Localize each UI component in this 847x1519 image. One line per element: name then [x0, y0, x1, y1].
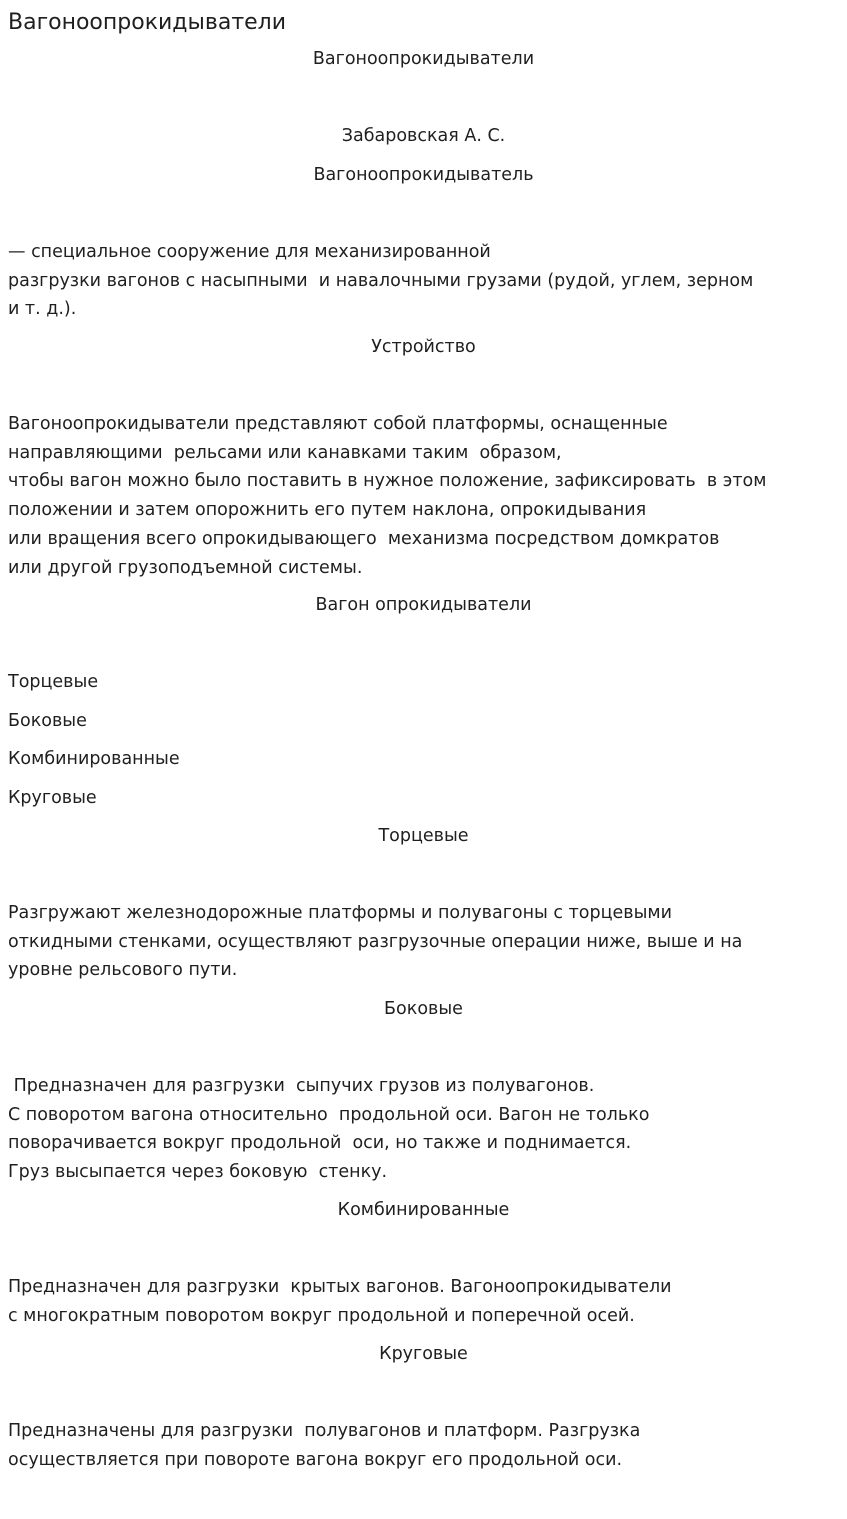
paragraph-line: Предназначен для разгрузки сыпучих грузов из полувагонов.	[8, 1076, 595, 1096]
circular-paragraph	[8, 1417, 839, 1474]
definition-paragraph	[8, 238, 839, 324]
term-heading: Вагоноопрокидыватель	[313, 165, 534, 185]
paragraph-line: осуществляется при повороте вагона вокруг его продольной оси.	[8, 1449, 623, 1470]
type-item-side: Боковые	[8, 711, 87, 731]
paragraph-line: или вращения всего опрокидывающего механизма посредством домкратов	[8, 528, 720, 549]
type-item-end: Торцевые	[8, 672, 99, 692]
end-paragraph	[8, 899, 839, 985]
type-item-combined: Комбинированные	[8, 749, 180, 769]
paragraph-line: уровне рельсового пути.	[8, 960, 238, 981]
section-heading-device: Устройство	[371, 337, 476, 357]
side-paragraph	[8, 1072, 839, 1187]
paragraph-line: Груз высыпается через боковую стенку.	[8, 1162, 388, 1183]
paragraph-line: откидными стенками, осуществляют разгрузочные операции ниже, выше и на	[8, 931, 743, 952]
paragraph-line: с многократным поворотом вокруг продольной и поперечной осей.	[8, 1305, 635, 1326]
author: Забаровская А. С.	[341, 126, 506, 146]
section-heading-circular: Круговые	[379, 1344, 468, 1364]
paragraph-line: чтобы вагон можно было поставить в нужное положение, зафиксировать в этом	[8, 471, 767, 492]
page-title: Вагоноопрокидыватели	[8, 10, 287, 35]
paragraph-line: — специальное сооружение для механизированной	[8, 242, 491, 262]
section-heading-side: Боковые	[384, 999, 463, 1019]
paragraph-line: Предназначены для разгрузки полувагонов и платформ. Разгрузка	[8, 1421, 641, 1441]
document-heading: Вагоноопрокидыватели	[312, 49, 535, 69]
paragraph-line: направляющими рельсами или канавками таким образом,	[8, 442, 562, 463]
paragraph-line: и т. д.).	[8, 299, 77, 320]
section-heading-combined: Комбинированные	[337, 1200, 510, 1220]
paragraph-line: или другой грузоподъемной системы.	[8, 557, 363, 578]
type-item-circular: Круговые	[8, 788, 97, 808]
paragraph-line: Вагоноопрокидыватели представляют собой платформы, оснащенные	[8, 414, 668, 434]
combined-paragraph	[8, 1273, 839, 1330]
paragraph-line: С поворотом вагона относительно продольной оси. Вагон не только	[8, 1104, 650, 1125]
section-heading-types: Вагон опрокидыватели	[315, 595, 532, 615]
device-paragraph	[8, 410, 839, 582]
paragraph-line: разгрузки вагонов с насыпными и навалочными грузами (рудой, углем, зерном	[8, 270, 754, 291]
paragraph-line: положении и затем опорожнить его путем наклона, опрокидывания	[8, 500, 647, 521]
paragraph-line: Разгружают железнодорожные платформы и полувагоны с торцевыми	[8, 903, 673, 923]
paragraph-line: поворачивается вокруг продольной оси, но также и поднимается.	[8, 1133, 632, 1154]
section-heading-end: Торцевые	[378, 826, 469, 846]
paragraph-line: Предназначен для разгрузки крытых вагонов. Вагоноопрокидыватели	[8, 1277, 672, 1297]
